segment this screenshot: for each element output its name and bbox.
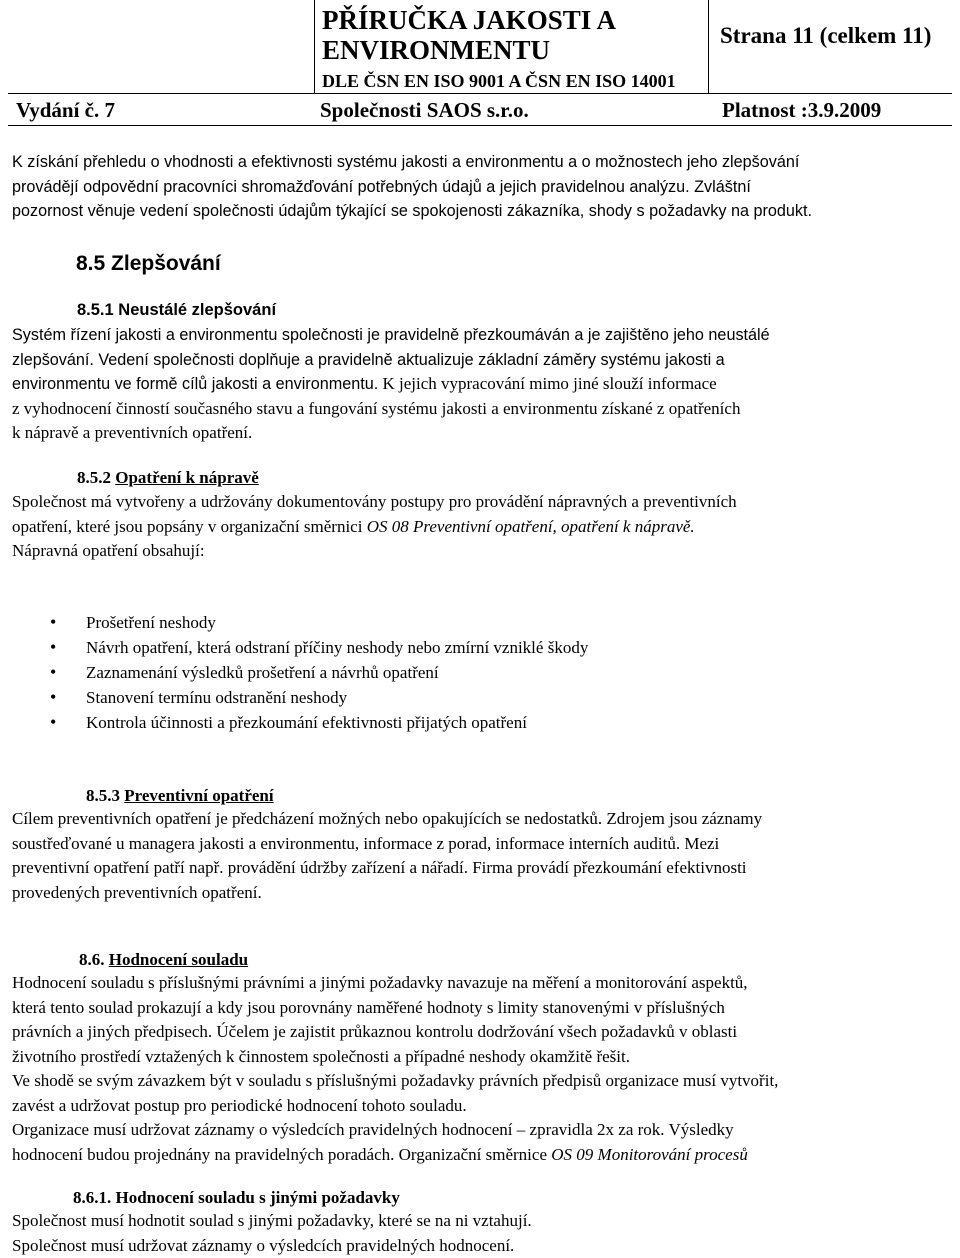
body-line: Ve shodě se svým závazkem být v souladu s příslušnými požadavky právních předpisů organizace musí vytvořit, (12, 1071, 779, 1090)
body-line: k nápravě a preventivních opatření. (12, 423, 253, 442)
header-company: Společnosti SAOS s.r.o. (320, 98, 529, 122)
body-text: K jejich vypracování mimo jiné slouží informace (378, 374, 717, 393)
body-line: Společnost musí hodnotit soulad s jinými požadavky, které se na ni vztahují. (12, 1211, 532, 1230)
directive-reference: OS 09 Monitorování procesů (551, 1144, 748, 1164)
section-8-6-1-heading (73, 1186, 400, 1210)
list-item: • Stanovení termínu odstranění neshody (0, 685, 588, 710)
section-title: Neustálé zlepšování (118, 301, 277, 319)
header-page-number: Strana 11 (celkem 11) (720, 23, 932, 48)
intro-paragraph (12, 150, 952, 224)
section-8-5-3-body (12, 807, 952, 905)
section-8-5-1-body (12, 323, 952, 446)
header-title-line2: ENVIRONMENTU (322, 35, 551, 65)
body-line: zavést a udržovat postup pro periodické hodnocení tohoto souladu. (12, 1095, 467, 1115)
section-number: 8.5.1 (77, 301, 114, 319)
section-title: Opatření k nápravě (115, 468, 259, 487)
body-line: zlepšování. Vedení společnosti doplňuje a pravidelně aktualizuje základní záměry systému jakosti a (12, 350, 725, 369)
list-item: • Zaznamenání výsledků prošetření a návrhů opatření (0, 660, 588, 685)
list-item: • Návrh opatření, která odstraní příčiny neshody nebo zmírní vzniklé škody (0, 635, 588, 660)
body-line: preventivní opatření patří např. provádění údržby zařízení a nářadí. Firma provádí přezkoumání efektivnosti (12, 858, 747, 877)
section-number: 8.6.1. (73, 1188, 112, 1207)
body-line: právních a jiných předpisech. Účelem je zajistit průkaznou kontrolu dodržování všech požadavků v oblasti (12, 1022, 738, 1041)
intro-line: provádějí odpovědní pracovníci shromažďování potřebných údajů a jejich pravidelnou analýzu. Zvláštní (12, 177, 751, 196)
section-8-6-body (12, 971, 952, 1167)
section-8-5-1-heading (77, 298, 276, 322)
directive-reference: OS 08 Preventivní opatření, opatření k nápravě. (366, 516, 695, 536)
section-title: Hodnocení souladu s jinými požadavky (115, 1188, 400, 1207)
body-line: provedených preventivních opatření. (12, 882, 262, 902)
body-line: Organizace musí udržovat záznamy o výsledcích pravidelných hodnocení – zpravidla 2x za rok. Výsledky (12, 1120, 734, 1139)
section-8-5-2-body (12, 490, 952, 564)
body-line: Cílem preventivních opatření je předcházení možných nebo opakujících se nedostatků. Zdrojem jsou záznamy (12, 809, 763, 828)
intro-line: pozornost věnuje vedení společnosti údajům týkající se spokojenosti zákazníka, shody s požadavky na produkt. (12, 202, 812, 220)
section-number: 8.5.3 (86, 786, 120, 805)
section-8-6-heading (79, 948, 248, 972)
body-line: která tento soulad prokazují a kdy jsou porovnány naměřené hodnoty s limity stanovenými v příslušných (12, 997, 725, 1017)
list-item: • Prošetření neshody (0, 610, 588, 635)
intro-line: K získání přehledu o vhodnosti a efektivnosti systému jakosti a environmentu a o možnostech jeho zlepšování (12, 153, 800, 171)
body-line: Hodnocení souladu s příslušnými právními a jinými požadavky navazuje na měření a monitorování aspektů, (12, 973, 748, 992)
section-8-5-3-heading (86, 784, 274, 808)
body-line: životního prostředí vztažených k činnostem společnosti a případné neshody okamžitě řešit. (12, 1046, 630, 1066)
section-8-6-1-body (12, 1209, 952, 1258)
section-number: 8.5.2 (77, 468, 111, 487)
list-item: • Kontrola účinnosti a přezkoumání efektivnosti přijatých opatření (0, 710, 588, 735)
body-line: Společnost má vytvořeny a udržovány dokumentovány postupy pro provádění nápravných a preventivních (12, 492, 737, 511)
header-validity: Platnost :3.9.2009 (722, 98, 882, 122)
body-line: Společnost musí udržovat záznamy o výsledcích pravidelných hodnocení. (12, 1235, 515, 1255)
body-line: Nápravná opatření obsahují: (12, 541, 205, 560)
header-title-line1: PŘÍRUČKA JAKOSTI A (322, 5, 617, 35)
body-line: Systém řízení jakosti a environmentu společnosti je pravidelně přezkoumáván a je zajištěno jeho neustálé (12, 326, 770, 344)
section-title: Hodnocení souladu (108, 950, 249, 969)
header-issue: Vydání č. 7 (16, 98, 116, 122)
body-line: soustřeďované u managera jakosti a environmentu, informace z porad, informace interních auditů. Mezi (12, 833, 720, 853)
header-divider-right (708, 0, 709, 93)
body-text: environmentu ve formě cílů jakosti a environmentu. (12, 375, 379, 393)
header-bottom-rule (8, 125, 952, 126)
section-number: 8.6. (79, 950, 105, 969)
header-divider-left (314, 0, 315, 93)
section-8-5-heading: 8.5 Zlepšování (76, 252, 221, 275)
body-line (12, 372, 952, 397)
corrective-actions-list (0, 610, 588, 735)
section-8-5-2-heading (77, 466, 259, 490)
body-line (12, 515, 952, 540)
header-title-line3: DLE ČSN EN ISO 9001 A ČSN EN ISO 14001 (322, 71, 676, 91)
body-text: opatření, které jsou popsány v organizační směrnici (12, 516, 367, 536)
body-text: hodnocení budou projednány na pravidelných poradách. Organizační směrnice (12, 1144, 552, 1164)
body-line: z vyhodnocení činností současného stavu a fungování systému jakosti a environmentu získané z opatřeních (12, 398, 741, 418)
header-rule (8, 93, 952, 94)
body-line (12, 1143, 952, 1168)
section-title: Preventivní opatření (124, 786, 274, 805)
